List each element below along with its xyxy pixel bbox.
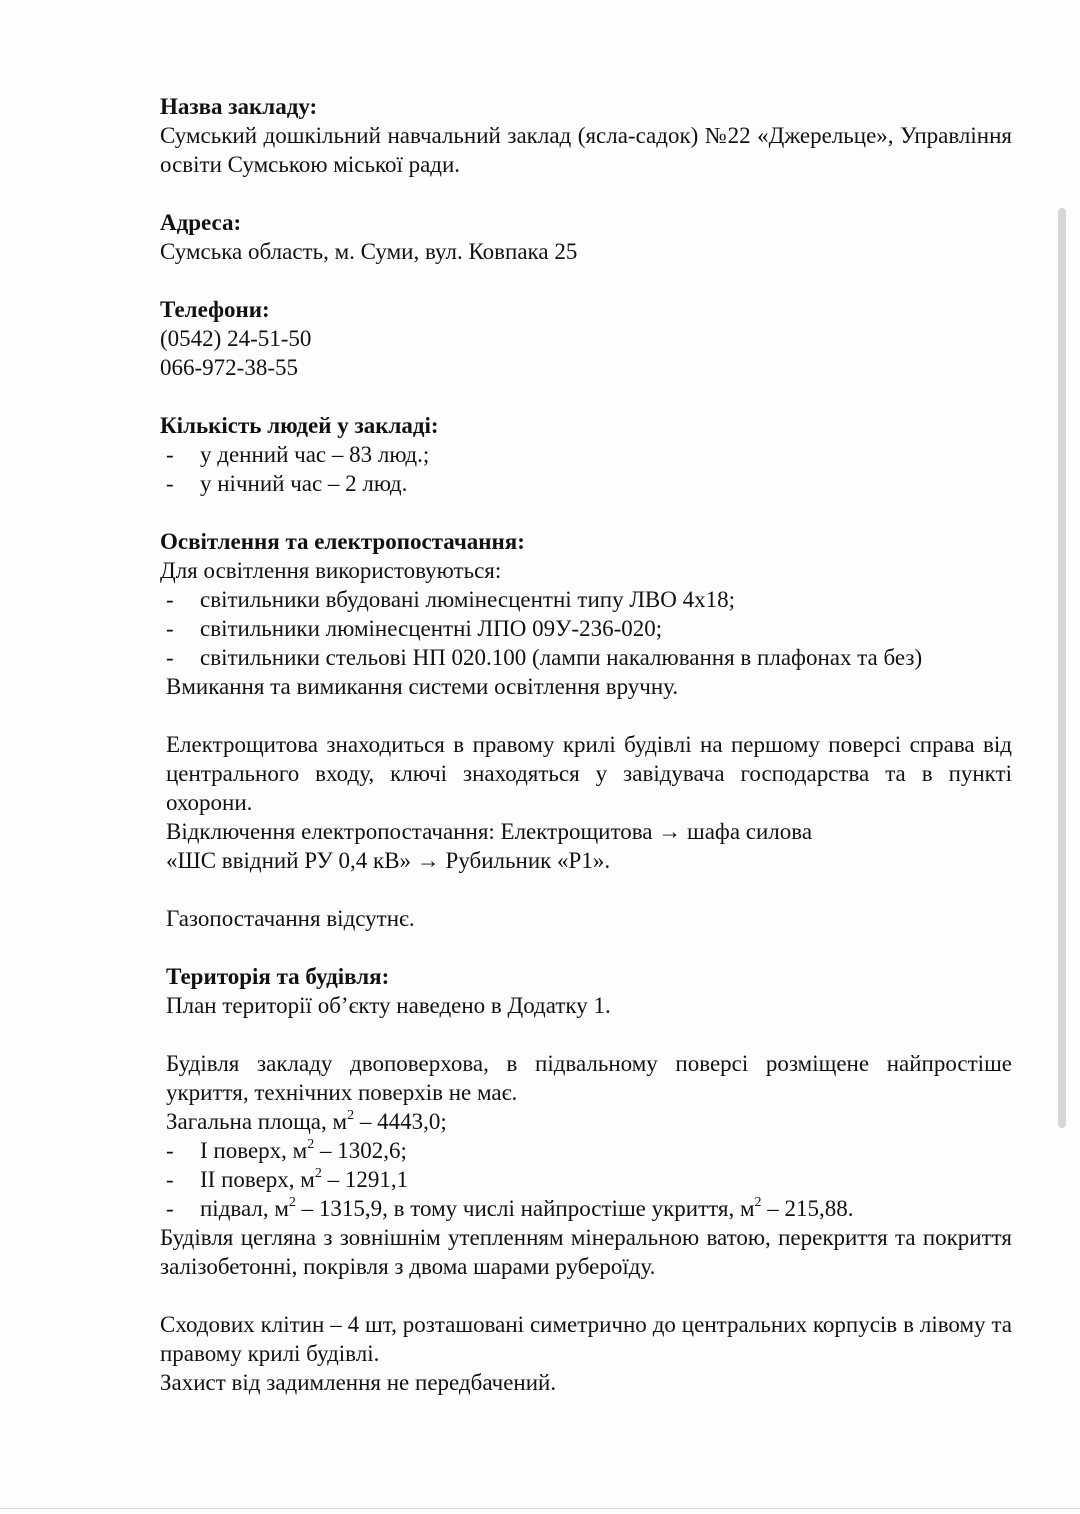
list-item: - у денний час – 83 люд.;: [166, 442, 430, 467]
address-heading: Адреса:: [160, 210, 242, 235]
phones-heading: Телефони:: [160, 297, 270, 322]
scrollbar[interactable]: [1058, 208, 1066, 1128]
smoke-protection: Захист від задимлення не передбачений.: [160, 1370, 557, 1395]
panel-location: Електрощитова знаходиться в правому крилі будівлі на першому поверсі справа від центрального входу, ключі знаходяться у завідувача господарства та в пункті охорони.: [166, 732, 1012, 815]
stairs-description: Сходових клітин – 4 шт, розташовані симетрично до центральних корпусів в лівому та правому крилі будівлі.: [160, 1312, 1012, 1366]
phone-1: (0542) 24-51-50: [160, 326, 312, 351]
territory-heading: Територія та будівля:: [166, 964, 390, 989]
lighting-switching: Вмикання та вимикання системи освітлення вручну.: [166, 674, 679, 699]
name-heading: Назва закладу:: [160, 94, 318, 119]
disconnect-line-1: Відключення електропостачання: Електрощитова → шафа силова: [166, 819, 813, 844]
total-area: Загальна площа, $м^2 - 4443,0$;: [166, 1108, 447, 1134]
list-item: - І поверх, $м^2 - 1302,6$;: [166, 1137, 407, 1163]
list-item: - світильники люмінесцентні ЛПО 09У-236-020;: [166, 616, 663, 641]
list-item: - світильники вбудовані люмінесцентні типу ЛВО 4х18;: [166, 587, 736, 612]
lighting-heading: Освітлення та електропостачання:: [160, 529, 525, 554]
address-text: Сумська область, м. Суми, вул. Ковпака 25: [160, 239, 578, 264]
gas-supply: Газопостачання відсутнє.: [166, 906, 415, 931]
people-heading: Кількість людей у закладі:: [160, 413, 439, 438]
list-item: - ІІ поверх, $м^2 - 1291,1$: [166, 1166, 409, 1192]
building-description: Будівля закладу двоповерхова, в підвальному поверсі розміщене найпростіше укриття, технічних поверхів не має.: [166, 1051, 1012, 1105]
institution-name: Сумський дошкільний навчальний заклад (ясла-садок) №22 «Джерельце», Управління освіти Сумською міської ради.: [160, 123, 1012, 177]
list-item: - світильники стельові НП 020.100 (лампи накалювання в плафонах та без): [166, 645, 923, 670]
construction-description: Будівля цегляна з зовнішнім утепленням мінеральною ватою, перекриття та покриття залізобетонні, покрівля з двома шарами руберoїду.: [160, 1225, 1012, 1279]
list-item: - підвал, $м^2 - 1315,9$, в тому числі найпростіше укриття, $м^2 - 215,88$.: [166, 1195, 854, 1221]
phone-2: 066-972-38-55: [160, 355, 298, 380]
disconnect-line-2: «ШС ввідний РУ 0,4 кВ» → Рубильник «Р1».: [166, 848, 611, 873]
document-body: [160, 92, 1012, 1397]
territory-plan: План території об’єкту наведено в Додатку 1.: [166, 993, 611, 1018]
list-item: - у нічний час – 2 люд.: [166, 471, 408, 496]
lighting-intro: Для освітлення використовуються:: [160, 558, 502, 583]
page-edge: [0, 1508, 1080, 1509]
